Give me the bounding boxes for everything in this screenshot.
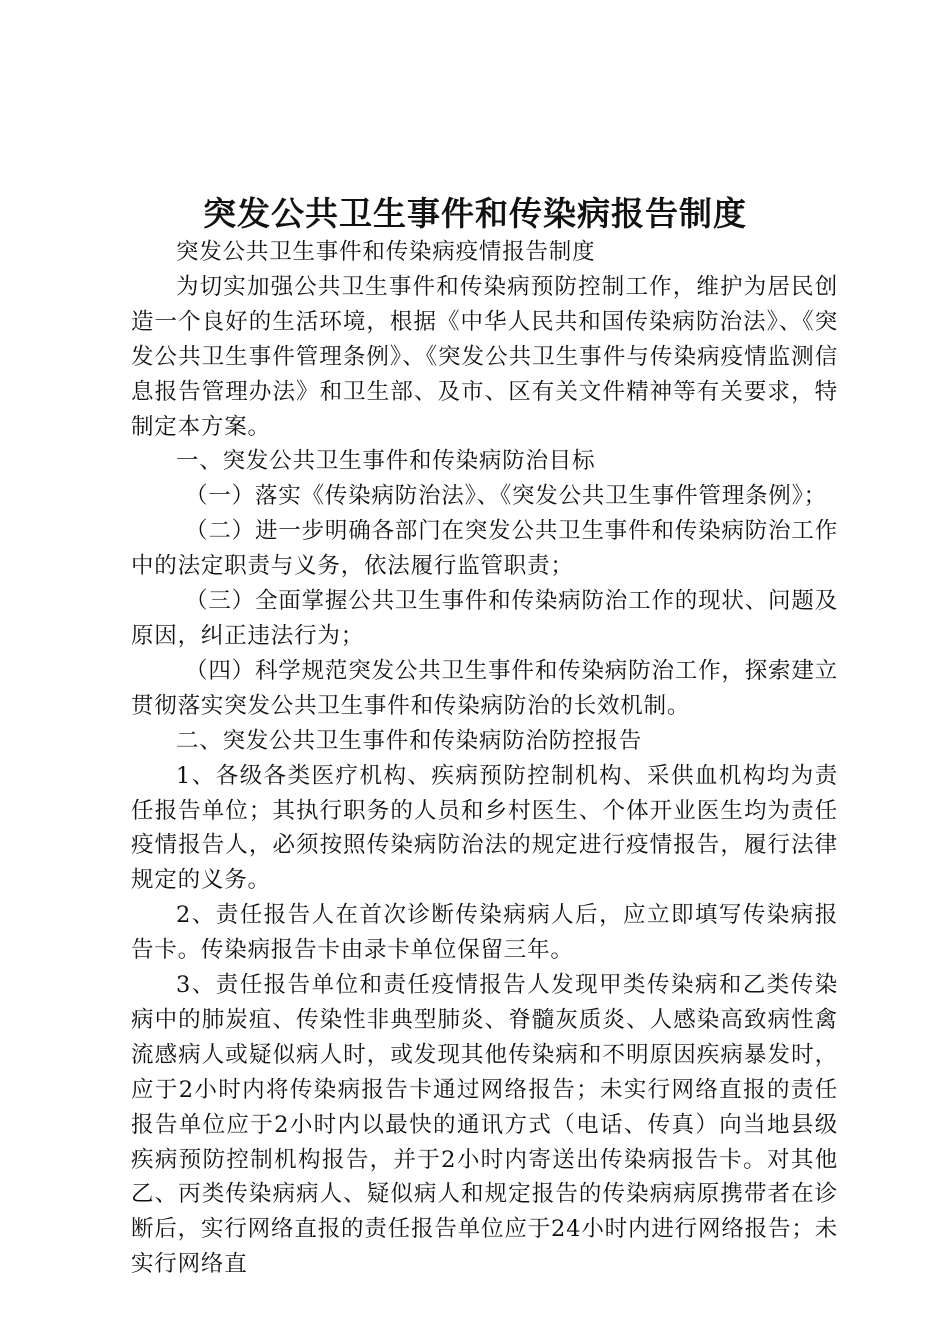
goal-item-4: （四）科学规范突发公共卫生事件和传染病防治工作，探索建立贯彻落实突发公共卫生事件和传染病防治的长效机制。 [131, 657, 838, 719]
report-rule-1: 1、各级各类医疗机构、疾病预防控制机构、采供血机构均为责任报告单位；其执行职务的人员和乡村医生、个体开业医生均为责任疫情报告人，必须按照传染病防治法的规定进行疫情报告，履行法律规定的义务。 [131, 762, 838, 894]
intro-paragraph: 为切实加强公共卫生事件和传染病预防控制工作，维护为居民创造一个良好的生活环境，根据《中华人民共和国传染病防治法》、《突发公共卫生事件管理条例》、《突发公共卫生事件与传染病疫情监测信息报告管理办法》和卫生部、及市、区有关文件精神等有关要求，特制定本方案。 [131, 273, 838, 440]
goal-item-3: （三）全面掌握公共卫生事件和传染病防治工作的现状、问题及原因，纠正违法行为； [131, 588, 838, 649]
subtitle-paragraph: 突发公共卫生事件和传染病疫情报告制度 [176, 239, 596, 265]
goal-item-1: （一）落实《传染病防治法》、《突发公共卫生事件管理条例》； [185, 483, 827, 510]
section-heading-2: 二、突发公共卫生事件和传染病防治防控报告 [176, 727, 643, 754]
goal-item-2: （二）进一步明确各部门在突发公共卫生事件和传染病防治工作中的法定职责与义务，依法履行监管职责； [131, 518, 838, 580]
report-rule-3: 3、责任报告单位和责任疫情报告人发现甲类传染病和乙类传染病中的肺炭疽、传染性非典型肺炎、脊髓灰质炎、人感染高致病性禽流感病人或疑似病人时，或发现其他传染病和不明原因疾病暴发时，应于2小时内将传染病报告卡通过网络报告；未实行网络直报的责任报告单位应于2小时内以最快的通讯方式（电话、传真）向当地县级疾病预防控制机构报告，并于2小时内寄送出传染病报告卡。对其他乙、丙类传染病病人、疑似病人和规定报告的传染病病原携带者在诊断后，实行网络直报的责任报告单位应于24小时内进行网络报告；未实行网络直 [131, 972, 838, 1278]
section-heading-1: 一、突发公共卫生事件和传染病防治目标 [176, 448, 596, 475]
document-title: 突发公共卫生事件和传染病报告制度 [203, 194, 747, 233]
report-rule-2: 2、责任报告人在首次诊断传染病病人后，应立即填写传染病报告卡。传染病报告卡由录卡单位保留三年。 [131, 902, 838, 964]
document-body [131, 235, 838, 1282]
